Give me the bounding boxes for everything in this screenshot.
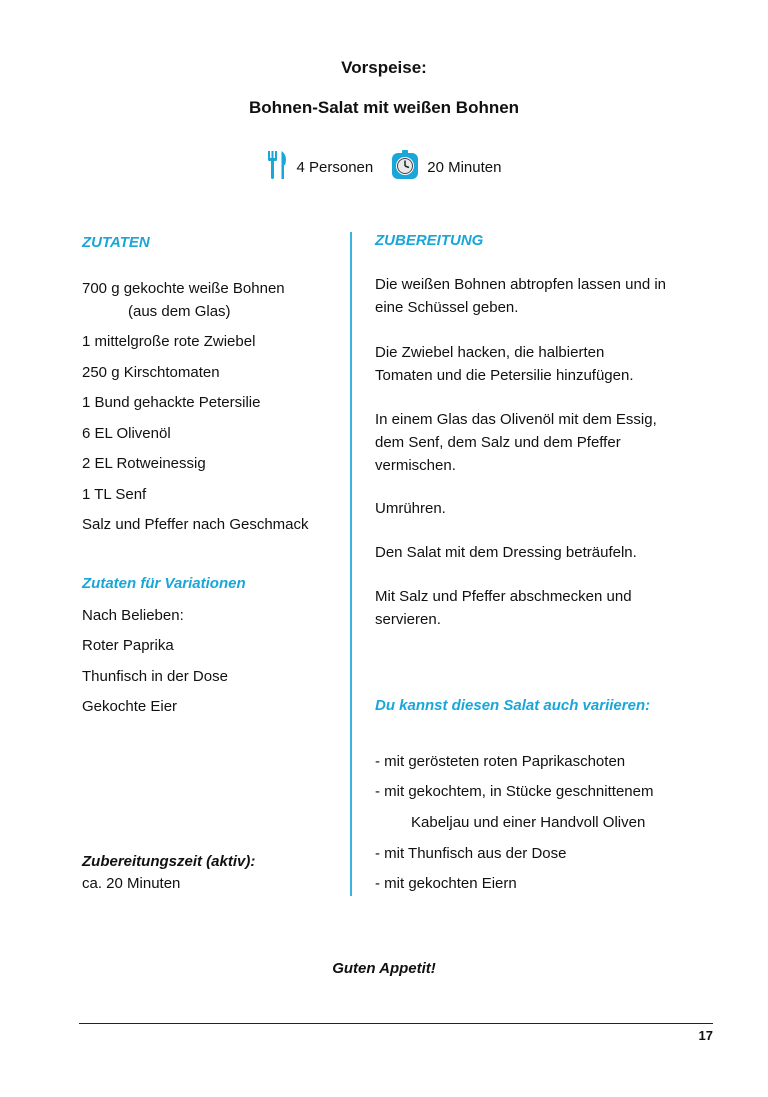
preparation-step-line: vermischen. [375,457,456,474]
variant-item: - mit Thunfisch aus der Dose [375,845,567,862]
ingredient-item: 250 g Kirschtomaten [82,364,220,381]
column-divider [350,232,352,896]
closing-text: Guten Appetit! [332,960,436,977]
fork-knife-icon [267,150,289,184]
ingredient-item: 1 Bund gehackte Petersilie [82,394,261,411]
variation-item: Roter Paprika [82,637,174,654]
ingredient-item: 6 EL Olivenöl [82,425,171,442]
preparation-step-line: Die Zwiebel hacken, die halbierten [375,344,605,361]
variant-item-continuation: Kabeljau und einer Handvoll Oliven [411,814,646,831]
ingredient-item: 2 EL Rotweinessig [82,455,206,472]
recipe-meta [0,150,768,184]
variant-item: - mit gekochten Eiern [375,875,517,892]
preparation-step-line: eine Schüssel geben. [375,299,519,316]
ingredient-item-note: (aus dem Glas) [128,303,231,320]
ingredient-item: 700 g gekochte weiße Bohnen [82,280,285,297]
preparation-step-line: Die weißen Bohnen abtropfen lassen und in [375,276,667,293]
footer-rule [79,1023,713,1024]
servings-text: 4 Personen [296,158,374,176]
preparation-step-line: Tomaten und die Petersilie hinzufügen. [375,367,634,384]
recipe-title: Bohnen-Salat mit weißen Bohnen [248,98,520,117]
prep-time-heading: Zubereitungszeit (aktiv): [82,853,256,870]
variant-item: - mit gekochtem, in Stücke geschnittenem [375,783,654,800]
variations-heading: Zutaten für Variationen [82,575,246,592]
time-text: 20 Minuten [427,158,502,176]
variation-item: Nach Belieben: [82,607,184,624]
prep-time-value: ca. 20 Minuten [82,875,181,892]
ingredient-item: Salz und Pfeffer nach Geschmack [82,516,309,533]
ingredient-item: 1 TL Senf [82,486,147,503]
preparation-heading: ZUBEREITUNG [375,232,484,249]
variation-item: Thunfisch in der Dose [82,668,228,685]
preparation-step-line: In einem Glas das Olivenöl mit dem Essig, [375,411,657,428]
preparation-step-line: dem Senf, dem Salz und dem Pfeffer [375,434,621,451]
page-number: 17 [698,1028,713,1043]
ingredients-heading: ZUTATEN [82,234,150,251]
preparation-step-line: Umrühren. [375,500,446,517]
ingredient-item: 1 mittelgroße rote Zwiebel [82,333,256,350]
variation-item: Gekochte Eier [82,698,178,715]
preparation-step-line: servieren. [375,611,441,628]
variant-item: - mit gerösteten roten Paprikaschoten [375,753,626,770]
preparation-step-line: Den Salat mit dem Dressing beträufeln. [375,544,637,561]
variants-heading: Du kannst diesen Salat auch variieren: [375,697,651,714]
preparation-step-line: Mit Salz und Pfeffer abschmecken und [375,588,632,605]
timer-icon [391,150,419,184]
recipe-category: Vorspeise: [341,58,427,77]
